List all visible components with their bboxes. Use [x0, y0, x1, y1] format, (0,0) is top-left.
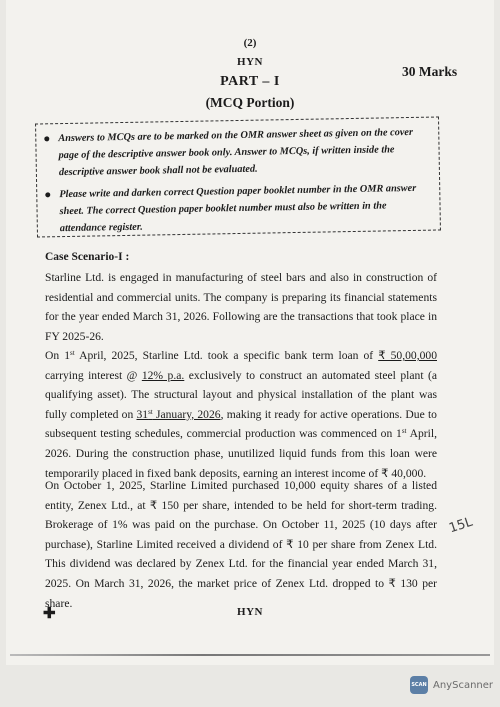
marks-label: 30 Marks	[402, 64, 458, 79]
case-paragraph-3: On October 1, 2025, Starline Limited purchased 10,000 equity shares of a listed entity, Zenex Ltd., at ₹ 150 per share, intended to be held for short-term trading. Brokerage of 1% was paid on the purchase. On October 11, 2025 (10 days after purchase), Starline Limited received a dividend of ₹ 10 per share from Zenex Ltd. This dividend was declared by Zenex Ltd. for the financial year ended March 31, 2025. On March 31, 2026, the market price of Zenex Ltd. dropped to ₹ 130 per share.	[45, 479, 437, 610]
paper-code-bottom: HYN	[237, 606, 263, 618]
registration-cross-icon: ✚	[43, 606, 56, 622]
completion-date: 31st January, 2026	[136, 407, 221, 421]
instructions-box	[35, 116, 441, 237]
case-paragraph-2: On 1st April, 2025, Starline Ltd. took a specific bank term loan of ₹ 50,00,000 carrying interest @ 12% p.a. exclusively to construct an automated steel plant (a qualifying asset). The structural layout and physical installation of the plant was fully completed on 31st January, 2026, making it ready for active operations. Due to subsequent testing schedules, commercial production was commenced on 1st April, 2026. During the construction phase, unutilized liquid funds from this loan were temporarily placed in fixed bank deposits, earning an interest income of ₹ 40,000.	[45, 349, 438, 480]
page-number: (2)	[243, 37, 257, 49]
page-bottom-edge	[10, 654, 490, 656]
paper-code-top: HYN	[237, 56, 263, 68]
scanner-name: AnyScanner	[433, 679, 494, 691]
part-title: PART – I	[220, 74, 280, 89]
bullet-icon	[45, 192, 50, 197]
handwritten-margin-note: 15L	[447, 514, 475, 537]
loan-amount: ₹ 50,00,000	[378, 349, 437, 362]
instruction-item	[44, 124, 431, 182]
bullet-icon	[44, 136, 49, 141]
scanner-logo-icon: SCAN	[410, 676, 428, 694]
scanner-watermark	[410, 676, 493, 694]
instruction-text: Please write and darken correct Question paper booklet number in the OMR answer sheet. The correct Question paper booklet number must also be written in the attendance register.	[59, 182, 417, 235]
case-scenario-heading: Case Scenario-I :	[45, 251, 130, 263]
instruction-text: Answers to MCQs are to be marked on the OMR answer sheet as given on the cover page of the descriptive answer book only. Answer to MCQs, if written inside the descriptive answer book shall not be evaluated.	[58, 126, 414, 179]
interest-rate: 12% p.a.	[141, 368, 185, 382]
case-paragraph-1: Starline Ltd. is engaged in manufacturing of steel bars and also in construction of residential and commercial units. The company is preparing its financial statements for the year ended March 31, 2026. Following are the transactions that took place in FY 2025-26.	[45, 271, 437, 343]
section-subtitle: (MCQ Portion)	[205, 95, 295, 110]
instruction-item	[45, 180, 432, 238]
